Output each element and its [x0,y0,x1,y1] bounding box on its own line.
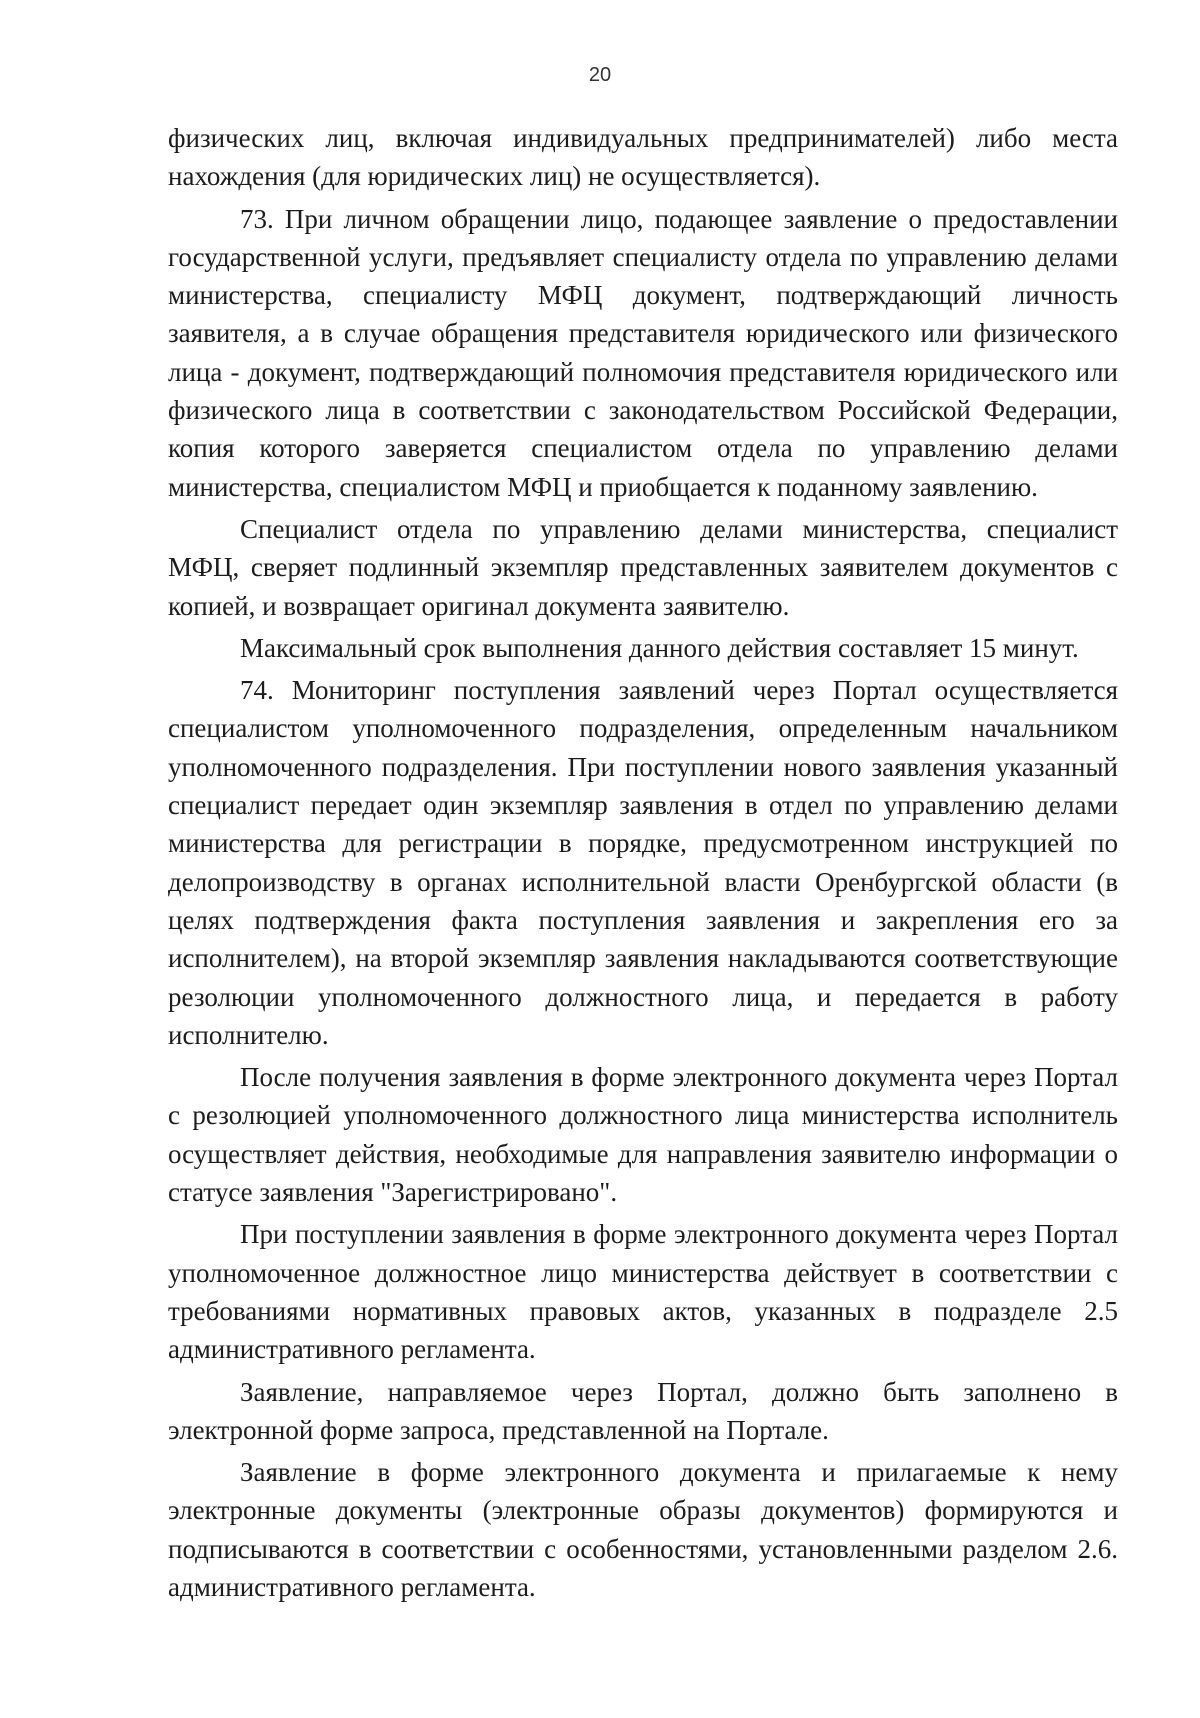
document-body [168,119,1118,1606]
paragraph-document-check: Специалист отдела по управлению делами министерства, специалист МФЦ, сверяет подлинный экземпляр представленных заявителем документов с копией, и возвращает оригинал документа заявителю. [168,513,1118,621]
paragraph-item-74: 74. Мониторинг поступления заявлений через Портал осуществляется специалистом уполномоченного подразделения, определенным начальником уполномоченного подразделения. При поступлении нового заявления указанный специалист передает один экземпляр заявления в отдел по управлению делами министерства для регистрации в порядке, предусмотренном инструкцией по делопроизводству в органах исполнительной власти Оренбургской области (в целях подтверждения факта поступления заявления и закрепления его за исполнителем), на второй экземпляр заявления накладываются соответствующие резолюции уполномоченного должностного лица, и передается в работу исполнителю. [168,675,1118,1050]
paragraph-portal-form: Заявление, направляемое через Портал, должно быть заполнено в электронной форме запроса, представленной на Портале. [168,1376,1118,1445]
page-number: 20 [588,64,612,86]
paragraph-electronic-receipt: При поступлении заявления в форме электронного документа через Портал уполномоченное должностное лицо министерства действует в соответствии с требованиями нормативных правовых актов, указанных в подразделе 2.5 административного регламента. [168,1219,1118,1365]
paragraph-item-73: 73. При личном обращении лицо, подающее заявление о предоставлении государственной услуги, предъявляет специалисту отдела по управлению делами министерства, специалисту МФЦ документ, подтверждающий личность заявителя, а в случае обращения представителя юридического или физического лица - документ, подтверждающий полномочия представителя юридического или физического лица в соответствии с законодательством Российской Федерации, копия которого заверяется специалистом отдела по управлению делами министерства, специалистом МФЦ и приобщается к поданному заявлению. [168,203,1118,502]
paragraph-after-receipt: После получения заявления в форме электронного документа через Портал с резолюцией уполномоченного должностного лица министерства исполнитель осуществляет действия, необходимые для направления заявителю информации о статусе заявления "Зарегистрировано". [168,1062,1118,1208]
paragraph-continuation: физических лиц, включая индивидуальных предпринимателей) либо места нахождения (для юридических лиц) не осуществляется). [168,123,1118,192]
paragraph-max-duration: Максимальный срок выполнения данного действия составляет 15 минут. [240,632,1079,663]
paragraph-electronic-signing: Заявление в форме электронного документа и прилагаемые к нему электронные документы (электронные образы документов) формируются и подписываются в соответствии с особенностями, установленными разделом 2.6. административного регламента. [168,1457,1118,1602]
